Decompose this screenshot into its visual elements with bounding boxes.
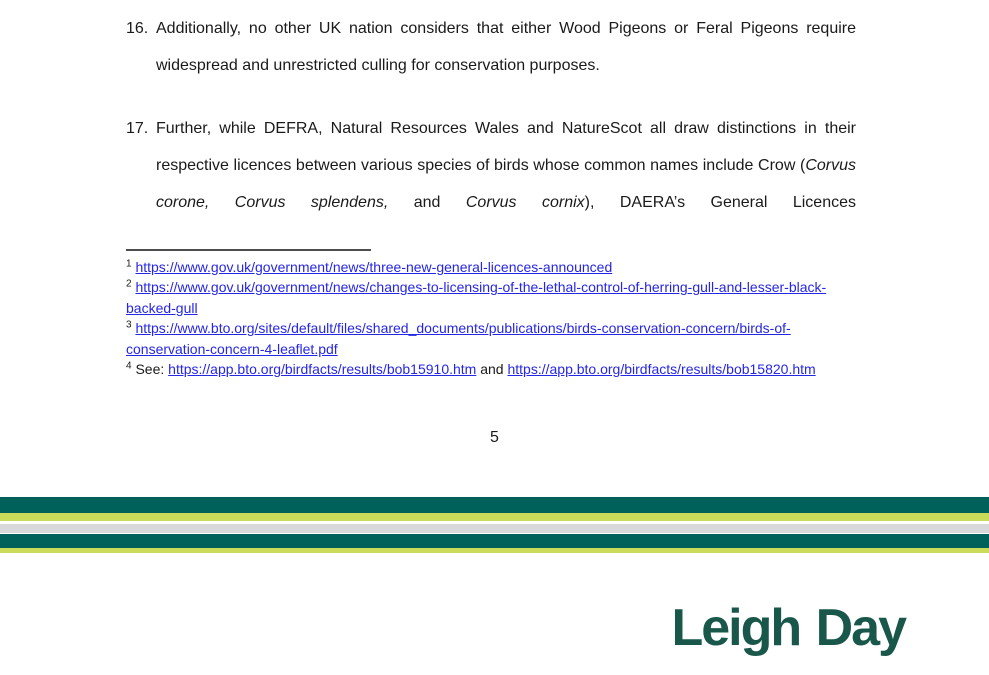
footnote bbox=[126, 318, 856, 359]
page-number: 5 bbox=[490, 429, 499, 446]
footnote bbox=[126, 359, 856, 379]
footnote bbox=[126, 257, 856, 277]
latin-species-name: Corvus cornix bbox=[465, 194, 585, 211]
footnote-link[interactable]: https://www.bto.org/sites/default/files/shared_documents/publications/birds-conservation-concern/birds-of-conservation-concern-4-leaflet.pdf bbox=[126, 320, 791, 357]
footnotes-section bbox=[126, 257, 856, 379]
paragraph-text: Further, while DEFRA, Natural Resources Wales and NatureScot all draw distinctions in their respective licences between various species of birds whose common names include Crow ( bbox=[156, 120, 856, 174]
paragraph-text: and bbox=[388, 194, 466, 211]
footer-stripe-dark-green-bottom bbox=[0, 534, 989, 548]
footnote-link[interactable]: https://app.bto.org/birdfacts/results/bob15820.htm bbox=[507, 361, 816, 378]
paragraph bbox=[126, 110, 856, 221]
footnote-text: See: bbox=[135, 361, 169, 378]
footer-stripe-gray bbox=[0, 524, 989, 533]
footnote-text: and bbox=[476, 361, 508, 378]
footnote-number: 1 bbox=[126, 258, 132, 270]
paragraph-text: Additionally, no other UK nation considers that either Wood Pigeons or Feral Pigeons require widespread and unrestricted culling for conservation purposes. bbox=[156, 20, 856, 74]
body-text bbox=[126, 10, 856, 221]
footnote-link[interactable]: https://www.gov.uk/government/news/changes-to-licensing-of-the-lethal-control-of-herring-gull-and-lesser-black-backed-gull bbox=[126, 279, 827, 316]
footer-stripe-dark-green-top bbox=[0, 497, 989, 513]
paragraph-number: 17. bbox=[126, 120, 149, 137]
footnote-separator bbox=[126, 249, 371, 251]
leigh-day-logo: Leigh Day bbox=[671, 599, 905, 657]
paragraph-number: 16. bbox=[126, 20, 149, 37]
footer-stripe-lime-bottom bbox=[0, 548, 989, 553]
footnote-number: 2 bbox=[126, 278, 132, 290]
paragraph bbox=[126, 10, 856, 84]
footnote-link[interactable]: https://app.bto.org/birdfacts/results/bob15910.htm bbox=[168, 361, 477, 378]
latin-species-name: Corvus corone, Corvus splendens, bbox=[156, 157, 856, 211]
footnote-link[interactable]: https://www.gov.uk/government/news/three-new-general-licences-announced bbox=[135, 259, 613, 275]
footnote-number: 3 bbox=[126, 319, 132, 331]
footer-stripe-lime-top bbox=[0, 513, 989, 521]
footnote-number: 4 bbox=[126, 360, 132, 372]
paragraph-text: ), DAERA’s General Licences bbox=[584, 194, 856, 211]
footnote bbox=[126, 277, 856, 318]
